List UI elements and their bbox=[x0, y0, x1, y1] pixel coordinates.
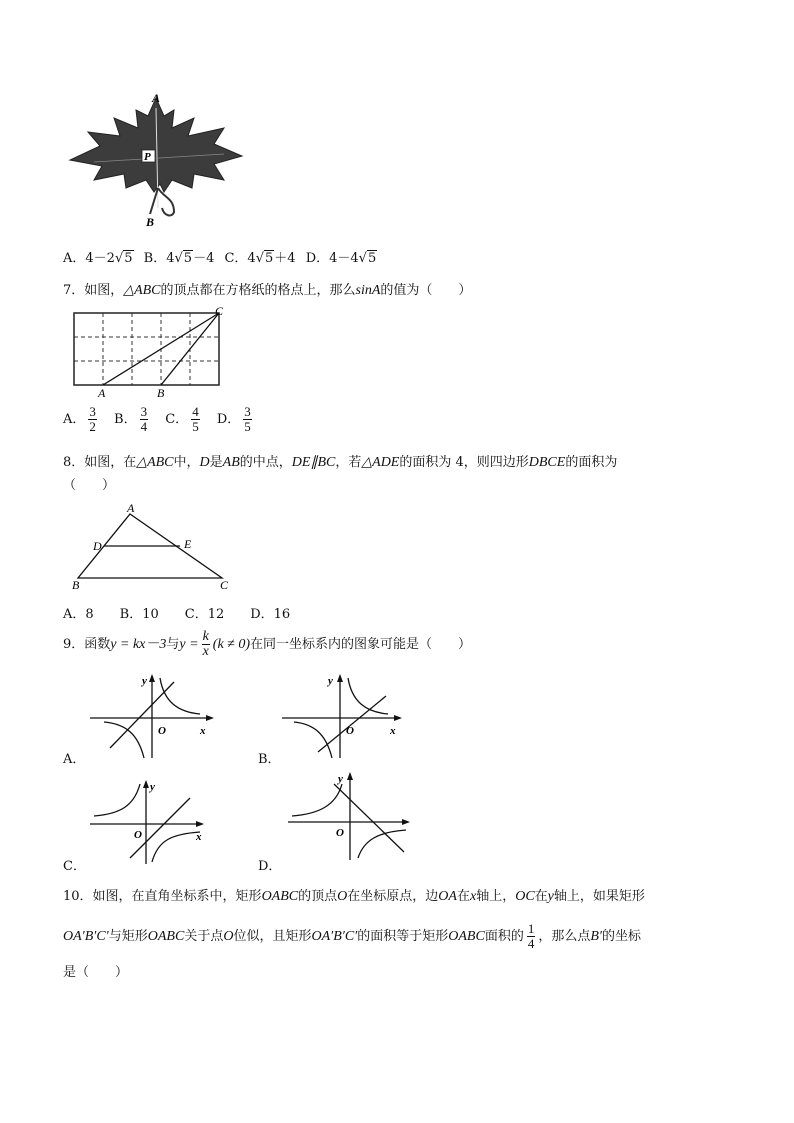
q8-stem-line2: （ ） bbox=[63, 478, 116, 493]
graph-b bbox=[282, 672, 412, 762]
q8-stem-line1: 8．如图，在△ABC中，D是AB的中点，DE∥BC，若△ADE的面积为 4，则四边形DBCE的面积为 bbox=[63, 455, 618, 470]
graph-b-x: x bbox=[390, 725, 396, 737]
q9-choice-a: A． bbox=[63, 752, 86, 767]
q9-stem: 9．函数y = kx－3与y = $\frac{k}{x}$ (k ≠ 0)在同一坐标系内的图象可能是（ ） bbox=[63, 629, 472, 659]
q10-line2: OA′B′C′与矩形OABC关于点O位似，且矩形OA′B′C′的面积等于矩形OABC面积的 $\frac{1}{4}$ ，那么点B′的坐标 bbox=[63, 921, 641, 951]
tri-label-a: A bbox=[127, 501, 135, 515]
graph-b-y: y bbox=[328, 675, 333, 687]
graph-d-o: O bbox=[336, 827, 344, 839]
graph-c-x: x bbox=[196, 831, 202, 843]
q8-options: A．8 B．10 C．12 D．16 bbox=[63, 607, 291, 622]
leaf-label-p: P bbox=[144, 151, 151, 163]
tri-label-d: D bbox=[93, 539, 102, 553]
graph-d-y: y bbox=[338, 773, 343, 785]
q10-line1: 10．如图，在直角坐标系中，矩形OABC的顶点O在坐标原点，边OA在x轴上，OC在y轴上，如果矩形 bbox=[63, 889, 645, 904]
graph-a-y: y bbox=[142, 675, 147, 687]
tri-label-b: B bbox=[72, 578, 80, 592]
graph-a-o: O bbox=[158, 725, 166, 737]
q9-choice-c: C． bbox=[63, 859, 86, 874]
triangle-figure bbox=[66, 500, 236, 592]
q9-choice-b: B． bbox=[258, 752, 281, 767]
q9-choice-d: D． bbox=[258, 859, 282, 874]
q7-stem: 7．如图，△ABC的顶点都在方格纸的格点上，那么sinA的值为（ ） bbox=[63, 283, 472, 298]
q7-options: A． $\frac{3}{2}$ B． $\frac{3}{4}$ C． $\frac{4}{5}$ D． $\frac{3}{5}$ bbox=[63, 404, 251, 434]
graph-c-o: O bbox=[134, 829, 142, 841]
graph-c-y: y bbox=[150, 781, 155, 793]
tri-label-e: E bbox=[184, 537, 192, 551]
leaf-label-a: A bbox=[152, 91, 161, 105]
graph-b-o: O bbox=[346, 725, 354, 737]
graph-c bbox=[90, 778, 220, 868]
grid-label-b: B bbox=[157, 386, 165, 400]
grid-label-c: C bbox=[215, 305, 224, 318]
q10-line3: 是（ ） bbox=[63, 965, 129, 980]
graph-a-x: x bbox=[200, 725, 206, 737]
tri-label-c: C bbox=[220, 578, 229, 592]
leaf-figure bbox=[64, 88, 249, 228]
grid-label-a: A bbox=[98, 386, 106, 400]
grid-figure bbox=[66, 305, 231, 400]
graph-d bbox=[288, 770, 418, 864]
q6-options: A．4－2√5 B．4√5－4 C．4√5＋4 D．4－4√5 bbox=[63, 251, 377, 266]
graph-a bbox=[90, 672, 220, 762]
leaf-label-b: B bbox=[146, 215, 155, 228]
